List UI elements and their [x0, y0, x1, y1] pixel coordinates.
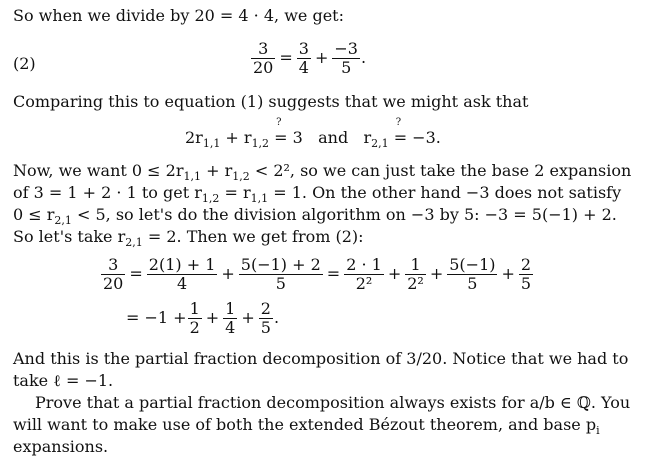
text-line-5: Now, we want $0 \le 2r_{1,1} + r_{1,2} < 2^2$, so we can just take the base 2 expansion — [13, 161, 632, 184]
text-line-1: So when we divide by 20 = 4 · 4, we get: — [13, 6, 344, 25]
fraction: $\frac{1}{\text{2²}}$ — [407, 255, 424, 293]
text-line-7: $0 \le r_{2,1} < 5$, so let's do the division algorithm on −3 by 5: −3 = 5(−1) + 2. — [13, 205, 617, 228]
fraction: $\frac{2 \cdot 1}{\text{2²}}$ — [346, 255, 382, 293]
text-paragraph-2-line-1: Prove that a partial fraction decomposition always exists for a/b ∈ ℚ. You — [35, 393, 631, 412]
text-line-8: So let's take $r_{2,1} = 2$. Then we get from (2): — [13, 227, 364, 250]
fraction: $\frac{3}{20}$ — [103, 255, 124, 293]
fraction: $\frac{-3}{5}$ — [334, 39, 358, 77]
text-paragraph-2-line-2: will want to make use of both the extended Bézout theorem, and base $p_i$ — [13, 415, 600, 438]
display-equation-result: = −1 + $\frac{1}{2}$ + $\frac{1}{4}$ + $\frac{2}{5}$ . — [126, 299, 280, 337]
fraction: $\frac{5(-1) + 2}{5}$ — [240, 255, 321, 293]
text-line-6: of 3 = 1 + 2 · 1 to get $r_{1,2} = r_{1,1} = 1$. On the other hand −3 does not satisfy — [13, 183, 622, 206]
text-paragraph-1-line-1: And this is the partial fraction decomposition of 3/20. Notice that we had to — [13, 349, 629, 368]
text-line-3: Comparing this to equation (1) suggests that we might ask that — [13, 92, 529, 111]
fraction: $\frac{2(1) + 1}{4}$ — [148, 255, 216, 293]
fraction: $\frac{3}{20}$ — [253, 39, 274, 77]
text-paragraph-2-line-3: expansions. — [13, 437, 109, 456]
fraction: $\frac{1}{4}$ — [225, 299, 236, 337]
display-equation-expansion: $\frac{3}{20}$ = $\frac{2(1) + 1}{4}$ + $\frac{5(-1) + 2}{5}$ = $\frac{2 \cdot 1}{\text{2²}}$ + $\frac{1}{\text{2²}}$ + $\frac{5(-1)}{5}$ + $\frac{2}{5}$ — [103, 255, 532, 293]
equation-2: $\frac{3}{20}$ = $\frac{3}{4}$ + $\frac{-3}{5}$ . — [253, 39, 367, 77]
fraction: $\frac{5(-1)}{5}$ — [449, 255, 496, 293]
display-equation-r: $2r_{1,1} + r_{1,2}$ = ? 3 and $r_{2,1}$ = ? −3. — [185, 117, 441, 151]
fraction: $\frac{2}{5}$ — [260, 299, 271, 337]
equation-label-2: (2) — [13, 54, 36, 73]
text-paragraph-1-line-2: take ℓ = −1. — [13, 371, 114, 390]
fraction: $\frac{3}{4}$ — [298, 39, 309, 77]
fraction: $\frac{1}{2}$ — [189, 299, 200, 337]
fraction: $\frac{2}{5}$ — [520, 255, 532, 293]
